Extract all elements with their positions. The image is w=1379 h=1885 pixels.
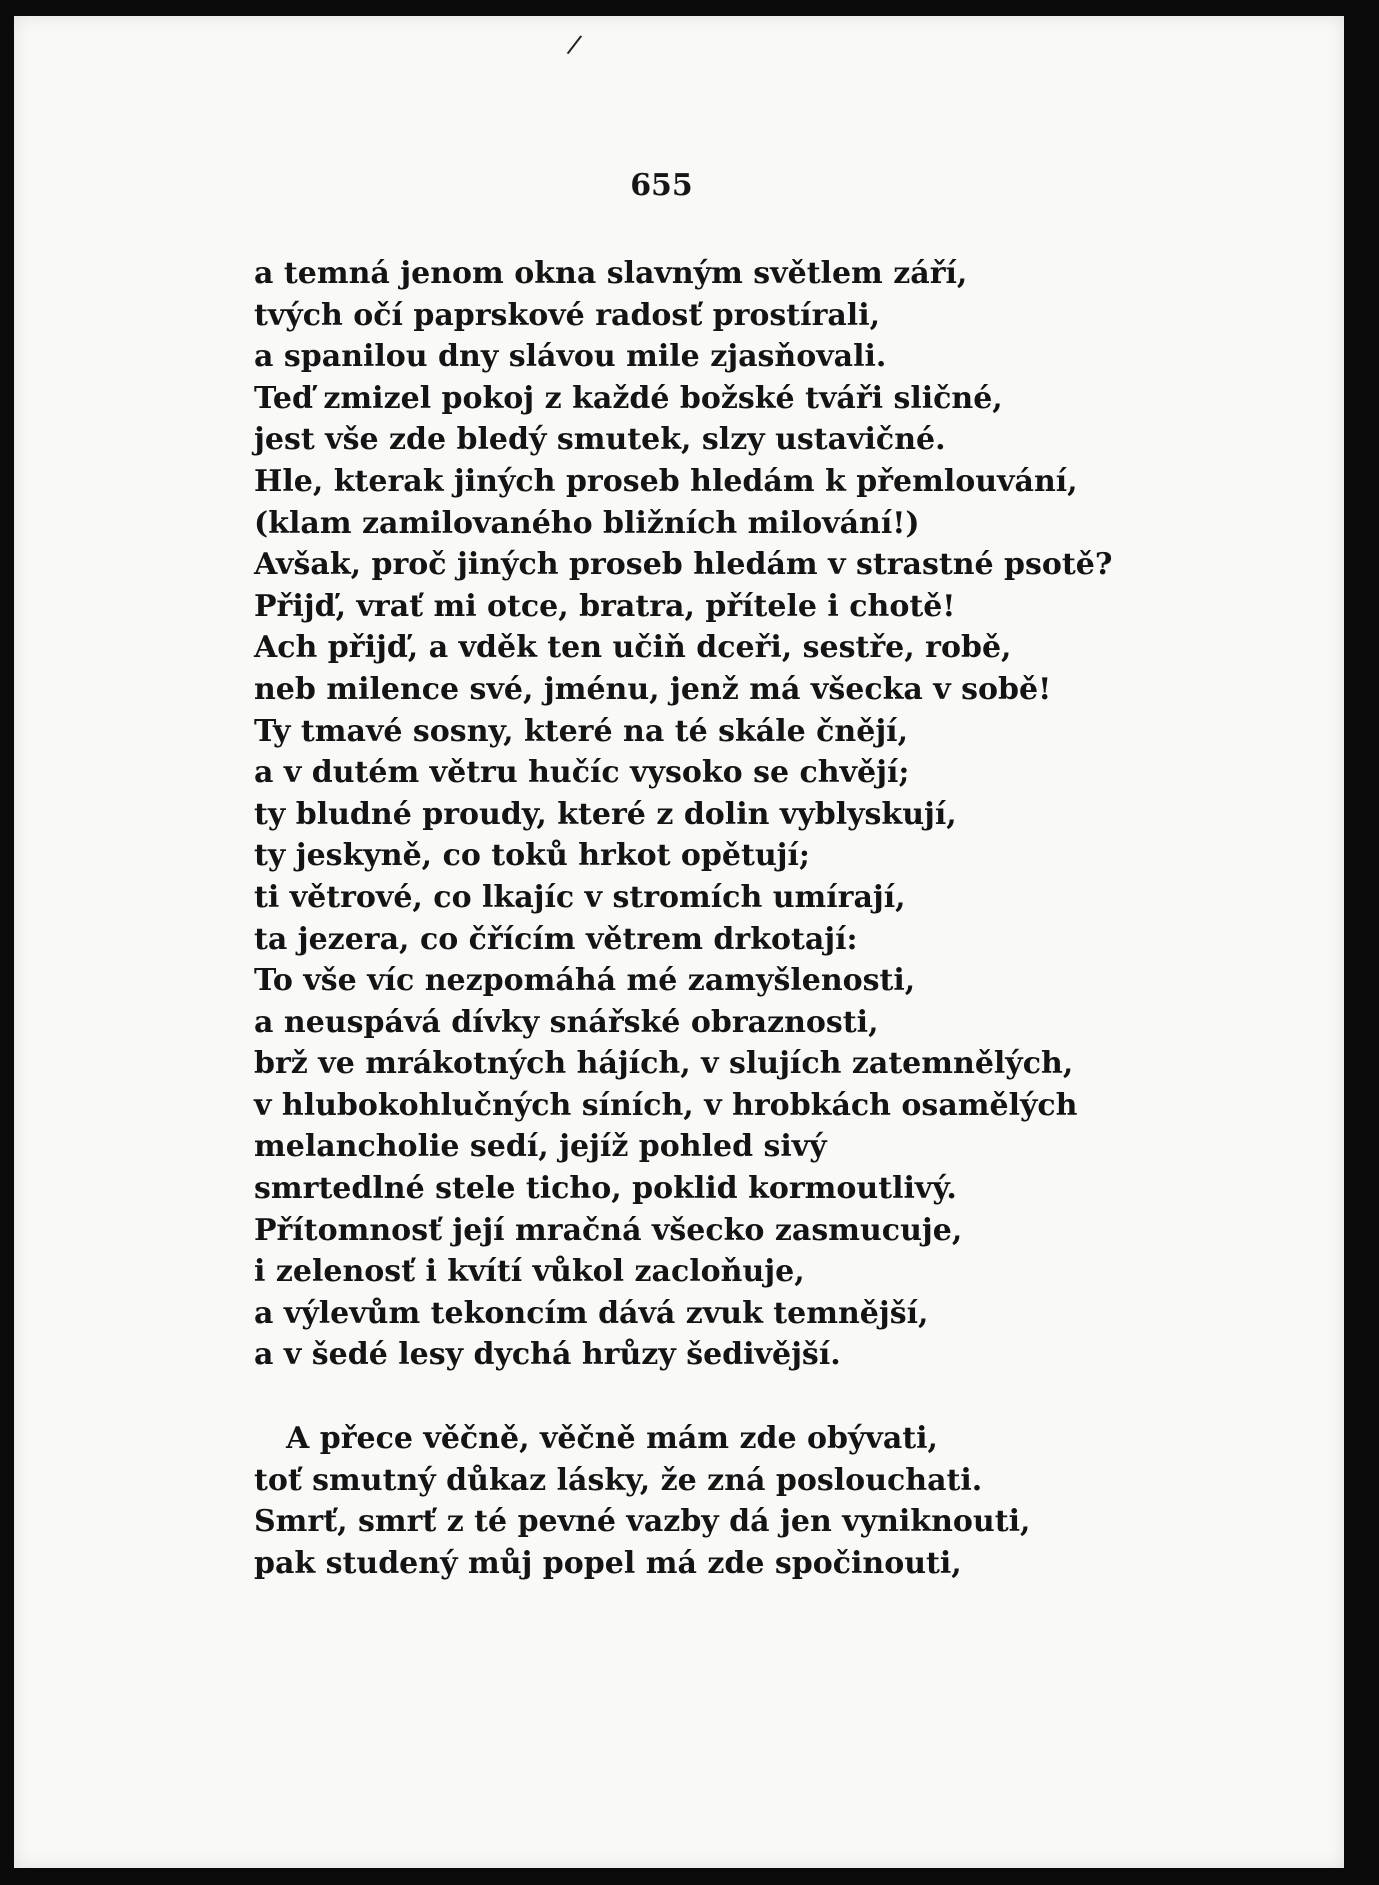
stray-mark: / [565, 29, 584, 61]
verse-line: a spanilou dny slávou mile zjasňovali. [254, 339, 887, 375]
verse-line: v hlubokohlučných síních, v hrobkách osamělých [254, 1087, 1078, 1123]
verse-line: Přítomnosť její mračná všecko zasmucuje, [254, 1212, 963, 1248]
verse-line: ta jezera, co čřícím větrem drkotají: [254, 921, 858, 957]
verse-line: ty jeskyně, co toků hrkot opětují; [254, 838, 810, 874]
verse-line: a neuspává dívky snářské obraznosti, [254, 1004, 879, 1040]
verse-line: Smrť, smrť z té pevné vazby dá jen vyniknouti, [254, 1504, 1031, 1540]
verse-line: tvých očí paprskové radosť prostírali, [254, 297, 881, 333]
verse-line: ti větrové, co lkajíc v stromích umírají, [254, 879, 906, 915]
stanza-2 [254, 1418, 1314, 1584]
verse-line: Teď zmizel pokoj z každé božské tváři sličné, [254, 380, 1003, 416]
verse-line: Přijď, vrať mi otce, bratra, přítele i chotě! [254, 588, 956, 624]
verse-line: toť smutný důkaz lásky, že zná poslouchati. [254, 1462, 983, 1498]
verse-line: neb milence své, jménu, jenž má všecka v sobě! [254, 671, 1052, 707]
verse-line: i zelenosť i kvítí vůkol zacloňuje, [254, 1254, 805, 1290]
verse-line: ty bludné proudy, které z dolin vyblyskují, [254, 796, 957, 832]
verse-line: a v šedé lesy dychá hrůzy šedivější. [254, 1337, 841, 1373]
verse-line: a v dutém větru hučíc vysoko se chvějí; [254, 755, 910, 791]
verse-line: Avšak, proč jiných proseb hledám v strastné psotě? [254, 547, 1113, 583]
verse-line: brž ve mrákotných hájích, v slujích zatemnělých, [254, 1046, 1074, 1082]
verse-line: pak studený můj popel má zde spočinouti, [254, 1545, 962, 1581]
verse-line: melancholie sedí, jejíž pohled sivý [254, 1129, 827, 1165]
verse-line: Ty tmavé sosny, které na té skále čnějí, [254, 713, 909, 749]
verse-line: A přece věčně, věčně mám zde obývati, [286, 1421, 938, 1457]
poem-text [254, 253, 1314, 1584]
verse-line: To vše víc nezpomáhá mé zamyšlenosti, [254, 963, 916, 999]
page-number: 655 [630, 168, 693, 203]
verse-line: jest vše zde bledý smutek, slzy ustavičné. [254, 422, 946, 458]
verse-line: smrtedlné stele ticho, poklid kormoutlivý. [254, 1171, 957, 1207]
verse-line: Ach přijď, a vděk ten učiň dceři, sestře, robě, [254, 630, 1012, 666]
verse-line: a temná jenom okna slavným světlem září, [254, 256, 968, 291]
verse-line: (klam zamilovaného bližních milování!) [254, 505, 920, 541]
verse-line: Hle, kterak jiných proseb hledám k přemlouvání, [254, 463, 1078, 499]
verse-line: a výlevům tekoncím dává zvuk temnější, [254, 1295, 929, 1331]
stanza-1 [254, 253, 1314, 1376]
